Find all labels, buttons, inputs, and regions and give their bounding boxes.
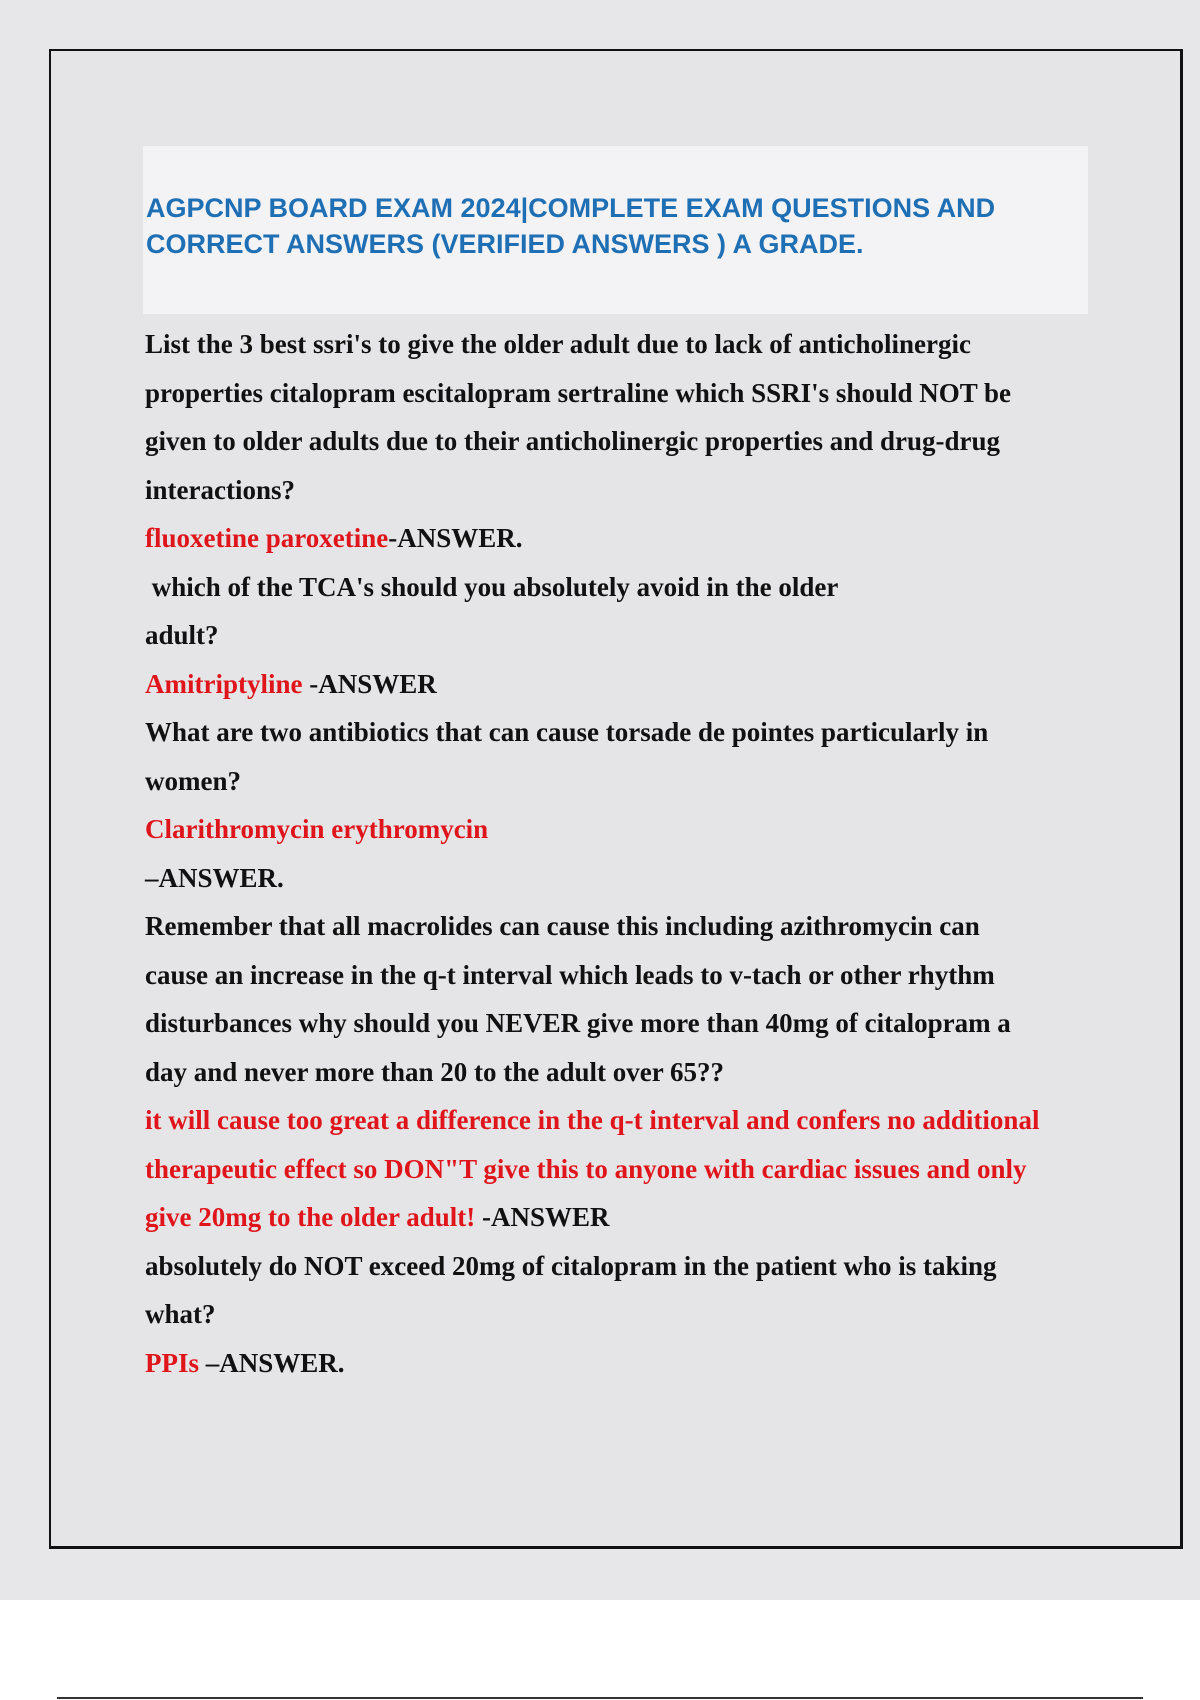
answer-5 (145, 1339, 1095, 1388)
answer-2-suffix: -ANSWER (302, 668, 437, 699)
answer-1 (145, 514, 1095, 563)
document-title (146, 190, 1088, 262)
question-4-line: cause an increase in the q-t interval which leads to v-tach or other rhythm (145, 959, 995, 990)
answer-4-text: give 20mg to the older adult! (145, 1202, 476, 1232)
title-line-2: CORRECT ANSWERS (VERIFIED ANSWERS ) A GRADE. (146, 229, 864, 259)
answer-3-suffix: –ANSWER. (145, 862, 284, 893)
answer-3-text: Clarithromycin erythromycin (145, 814, 489, 844)
answer-5-text: PPIs (145, 1347, 199, 1378)
question-3-line: What are two antibiotics that can cause torsade de pointes particularly in (145, 717, 989, 747)
answer-4-text: it will cause too great a difference in the q-t interval and confers no additional (145, 1105, 1040, 1135)
question-1-line: given to older adults due to their anticholinergic properties and drug-drug (145, 426, 1001, 456)
answer-4-text: therapeutic effect so DON"T give this to anyone with cardiac issues and only (145, 1153, 1027, 1184)
question-1-line: properties citalopram escitalopram sertraline which SSRI's should NOT be (145, 377, 1012, 408)
footer-divider (57, 1697, 1143, 1699)
answer-1-text: fluoxetine paroxetine (145, 523, 389, 553)
question-3-line: women? (145, 765, 241, 796)
question-2-line: adult? (145, 620, 219, 650)
question-5-line: absolutely do NOT exceed 20mg of citalopram in the patient who is taking (145, 1250, 997, 1281)
answer-2-text: Amitriptyline (145, 668, 303, 699)
answer-4-suffix: -ANSWER (475, 1202, 610, 1232)
title-box (143, 146, 1088, 314)
answer-4 (145, 1193, 1095, 1242)
question-1-line: interactions? (145, 474, 295, 505)
question-5-line: what? (145, 1299, 216, 1329)
title-line-1: AGPCNP BOARD EXAM 2024|COMPLETE EXAM QUESTIONS AND (146, 193, 996, 223)
question-1-line: List the 3 best ssri's to give the older adult due to lack of anticholinergic (145, 329, 971, 359)
qa-content (145, 320, 1095, 1387)
question-4-line: disturbances why should you NEVER give more than 40mg of citalopram a (145, 1008, 1011, 1038)
answer-5-suffix: –ANSWER. (199, 1347, 345, 1378)
question-4-line: day and never more than 20 to the adult over 65?? (145, 1056, 725, 1087)
answer-1-suffix: -ANSWER. (388, 523, 523, 553)
question-4-line: Remember that all macrolides can cause this including azithromycin can (145, 911, 980, 941)
answer-2 (145, 660, 1095, 709)
question-2-line: which of the TCA's should you absolutely avoid in the older (145, 571, 839, 602)
